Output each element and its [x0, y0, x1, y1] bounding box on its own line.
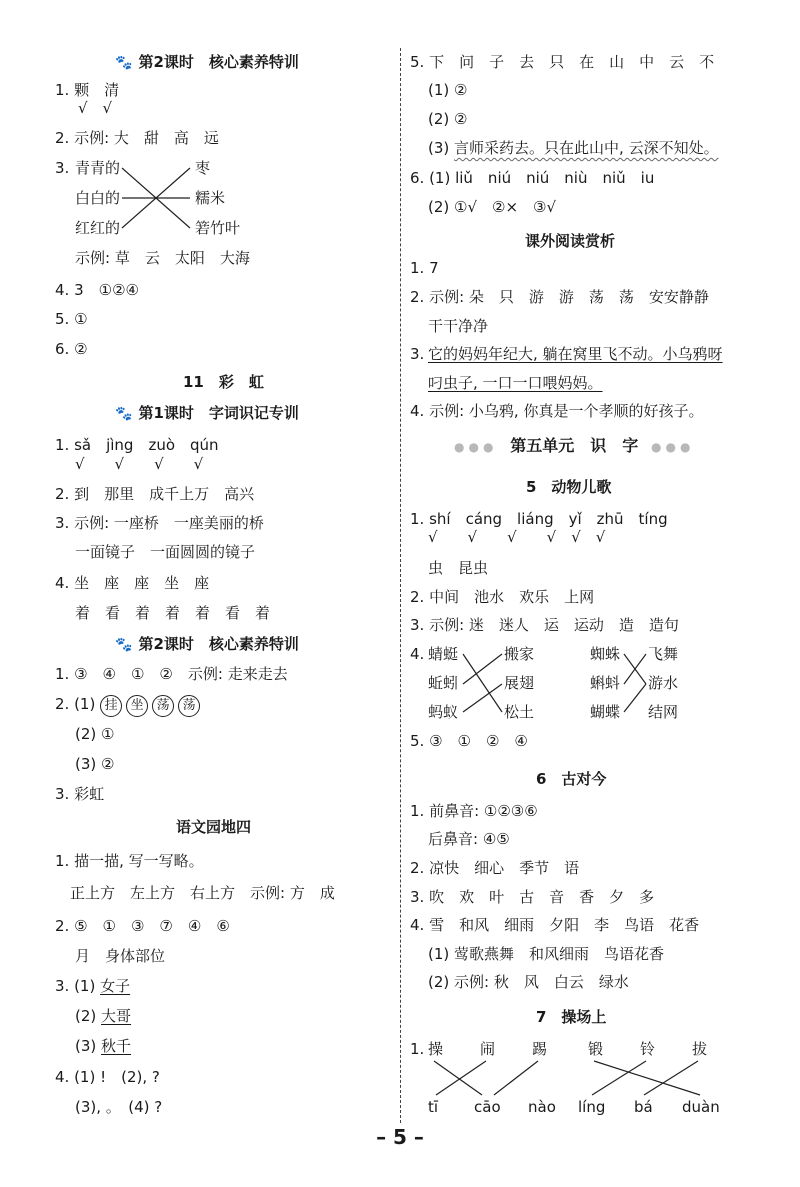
- answer-line: 虫 昆虫: [428, 559, 489, 577]
- answer-line: 5. ①: [55, 310, 88, 328]
- answer-line: 2. ⑤ ① ③ ⑦ ④ ⑥: [55, 917, 230, 935]
- match-right-item: 结网: [648, 703, 679, 721]
- answer-line: 1. 颗 清: [55, 81, 120, 99]
- answer-line: 1. 描一描, 写一写略。: [55, 852, 204, 870]
- underlined-text-line: 它的妈妈年纪大, 躺在窝里飞不动。小乌鸦呀: [428, 345, 723, 363]
- question-number: (2): [75, 1007, 97, 1025]
- answer-line: 5. 下 问 子 去 只 在 山 中 云 不: [410, 53, 715, 71]
- answer-line: 后鼻音: ④⑤: [428, 830, 510, 848]
- answer-line: 3. 示例: 迷 迷人 运 运动 造 造句: [410, 616, 679, 634]
- answer-line: 3. 吹 欢 叶 古 音 香 夕 多: [410, 888, 655, 906]
- match-right-item: 游水: [648, 674, 679, 692]
- answer-line: 3. 示例: 一座桥 一座美丽的桥: [55, 514, 264, 532]
- question-number: 3.: [410, 345, 425, 363]
- answer-line: (3), 。 (4) ?: [75, 1098, 163, 1116]
- paw-icon: 🐾: [115, 406, 133, 422]
- circled-char: 荡: [152, 695, 174, 717]
- question-number: 1.: [410, 1040, 425, 1058]
- answer-line: 干干净净: [428, 317, 489, 335]
- answer-line: 2. 示例: 大 甜 高 远: [55, 129, 219, 147]
- answer-line: (2) ①: [75, 725, 115, 743]
- answer-line: (1) ②: [428, 81, 468, 99]
- answer-line: 一面镜子 一面圆圆的镜子: [75, 543, 256, 561]
- circled-char: 挂: [100, 695, 122, 717]
- answer-line: 4. 雪 和风 细雨 夕阳 李 鸟语 花香: [410, 916, 700, 934]
- answer-line: 2. 到 那里 成千上万 高兴: [55, 485, 255, 503]
- match-right-item: 糯米: [195, 189, 226, 207]
- underlined-word: 女子: [100, 977, 131, 995]
- match-line: [592, 1061, 646, 1095]
- decor-dots-icon: ●●●: [651, 440, 695, 454]
- match-left-item: 蜘蛛: [590, 645, 621, 663]
- pinyin-line: 1. sǎ jìng zuò qún: [55, 436, 219, 454]
- pinyin-line: 1. shí cáng liáng yǐ zhū tíng: [410, 510, 668, 528]
- match-pinyin: cāo: [474, 1098, 501, 1116]
- answer-line: (3) ②: [75, 755, 115, 773]
- match-char: 踢: [532, 1040, 548, 1058]
- match-char: 铃: [640, 1040, 656, 1058]
- section-heading: 🐾 第1课时 字词识记专训: [115, 404, 299, 422]
- match-left-item: 红红的: [75, 219, 121, 237]
- lesson-title: 6 古对今: [536, 770, 607, 788]
- answer-line: 6. ②: [55, 340, 88, 358]
- answer-line: (2) ②: [428, 110, 468, 128]
- match-line: [594, 1061, 700, 1095]
- circled-char: 荡: [178, 695, 200, 717]
- circled-answer-line: [55, 694, 204, 717]
- underlined-answer: [75, 1006, 131, 1026]
- answer-line: 2. 中间 池水 欢乐 上网: [410, 588, 595, 606]
- underlined-word: 秋千: [101, 1037, 132, 1055]
- check-marks: √ √: [78, 99, 113, 117]
- match-left-item: 蝴蝶: [590, 703, 621, 721]
- answer-line: 2. 凉快 细心 季节 语: [410, 859, 580, 877]
- lesson-title: 7 操场上: [536, 1008, 607, 1026]
- answer-line: 示例: 草 云 太阳 大海: [75, 249, 250, 267]
- lesson-title: 语文园地四: [176, 818, 252, 836]
- answer-line: 2. 示例: 朵 只 游 游 荡 荡 安安静静: [410, 288, 709, 306]
- question-number: 3.: [55, 159, 70, 177]
- match-pinyin: nào: [528, 1098, 556, 1116]
- answer-line: 3. 彩虹: [55, 785, 105, 803]
- question-number: 4.: [410, 645, 425, 663]
- answer-line: 月 身体部位: [75, 947, 166, 965]
- unit-title: 第五单元 识 字: [510, 436, 639, 455]
- question-number: (3): [75, 1037, 97, 1055]
- match-left-item: 蚂蚁: [428, 703, 459, 721]
- lesson-title: 11 彩 虹: [183, 373, 264, 391]
- check-marks: √ √ √ √: [75, 455, 204, 473]
- question-number: 3. (1): [55, 977, 96, 995]
- decor-dots-icon: ●●●: [454, 440, 498, 454]
- match-left-item: 青青的: [75, 159, 121, 177]
- match-right-item: 松土: [504, 703, 535, 721]
- answer-line: 5. ③ ① ② ④: [410, 732, 528, 750]
- answer-line: (2) 示例: 秋 风 白云 绿水: [428, 973, 629, 991]
- match-left-item: 蚯蚓: [428, 674, 459, 692]
- wavy-underlined-text: 言师采药去。只在此山中, 云深不知处。: [454, 139, 719, 157]
- match-char: 闹: [480, 1040, 496, 1058]
- section-heading: 🐾 第2课时 核心素养特训: [115, 635, 299, 653]
- page-number: – 5 –: [376, 1125, 424, 1149]
- underlined-word: 大哥: [101, 1007, 132, 1025]
- match-right-item: 枣: [195, 159, 211, 177]
- answer-line: 4. 3 ①②④: [55, 281, 139, 299]
- answer-line: 1. 前鼻音: ①②③⑥: [410, 802, 538, 820]
- answer-line: (1) 莺歌燕舞 和风细雨 鸟语花香: [428, 945, 665, 963]
- match-left-item: 蜻蜓: [428, 645, 459, 663]
- match-right-item: 飞舞: [648, 645, 679, 663]
- column-divider: [400, 48, 401, 1123]
- answer-line: 4. (1) ! (2), ?: [55, 1068, 160, 1086]
- answer-line: 4. 示例: 小乌鸦, 你真是一个孝顺的好孩子。: [410, 402, 704, 420]
- match-pinyin: líng: [578, 1098, 606, 1116]
- match-right-item: 箬竹叶: [195, 219, 241, 237]
- match-left-item: 白白的: [75, 189, 121, 207]
- match-pinyin: tī: [428, 1098, 439, 1116]
- underlined-answer: [55, 976, 130, 996]
- question-number: (3): [428, 139, 450, 157]
- match-left-item: 蝌蚪: [590, 674, 621, 692]
- match-line: [644, 1061, 698, 1095]
- match-pinyin: duàn: [682, 1098, 720, 1116]
- circled-char: 坐: [126, 695, 148, 717]
- answer-line: 着 看 着 着 着 看 着: [75, 604, 271, 622]
- match-right-item: 展翅: [504, 674, 535, 692]
- match-char: 锻: [588, 1040, 604, 1058]
- section-heading: 🐾 第2课时 核心素养特训: [115, 53, 299, 71]
- match-line: [494, 1061, 538, 1095]
- underlined-answer: [75, 1036, 131, 1056]
- lesson-title: 5 动物儿歌: [526, 478, 612, 496]
- pinyin-line: 6. (1) liǔ niú niú niù niǔ iu: [410, 169, 655, 187]
- match-line: [436, 1061, 486, 1095]
- match-char: 操: [428, 1040, 444, 1058]
- answer-line: 1. ③ ④ ① ② 示例: 走来走去: [55, 665, 288, 683]
- match-line: [434, 1061, 482, 1095]
- question-number: 2. (1): [55, 695, 96, 713]
- check-marks: √ √ √ √ √ √: [428, 528, 606, 546]
- answer-line: 1. 7: [410, 259, 439, 277]
- paw-icon: 🐾: [115, 55, 133, 71]
- match-pinyin: bá: [634, 1098, 653, 1116]
- lesson-title: 课外阅读赏析: [525, 232, 616, 250]
- matching-lines: [402, 0, 800, 1120]
- answer-line: 4. 坐 座 座 坐 座: [55, 574, 210, 592]
- underlined-text-line: 叼虫子, 一口一口喂妈妈。: [428, 374, 603, 392]
- match-right-item: 搬家: [504, 645, 535, 663]
- matching-lines: [0, 0, 400, 260]
- match-char: 拔: [692, 1040, 708, 1058]
- answer-line: (2) ①√ ②× ③√: [428, 198, 557, 216]
- answer-line: 正上方 左上方 右上方 示例: 方 成: [70, 884, 335, 902]
- paw-icon: 🐾: [115, 637, 133, 653]
